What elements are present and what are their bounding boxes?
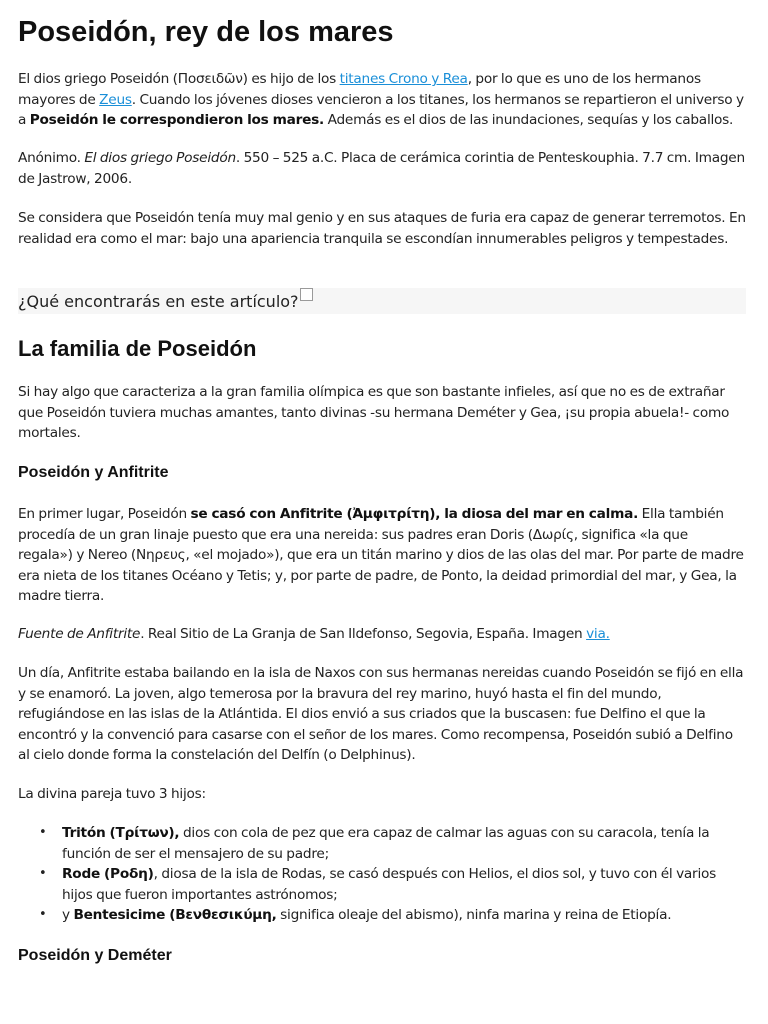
naxos-paragraph: Un día, Anfitrite estaba bailando en la isla de Naxos con sus hermanas nereidas cuando Poseidón se fijó en ella y se enamoró. La joven, algo temerosa por la bravura del rey marino, huyó hasta el fin del mundo, refugiándose en las islas de la Atlántida. El dios envió a sus criados que la buscasen: fue Delfino el que la encontró y la convenció para casarse con el señor de los mares. Como recompensa, Poseidón subió a Delfino al cielo donde forma la constelación del Delfín (o Delphinus). [18,665,744,763]
titanes-link[interactable]: titanes Crono y Rea [339,71,468,87]
child-name: Tritón (Τρίτων), [62,825,180,841]
zeus-link[interactable]: Zeus [99,91,132,108]
child-prefix: y [62,907,74,923]
caption-italic: Fuente de Anfitrite [18,626,141,642]
familia-paragraph: Si hay algo que caracteriza a la gran familia olímpica es que son bastante infieles, así que no es de extrañar que Poseidón tuviera muchas amantes, tanto divinas -su hermana Deméter y Gea, ¡su propia abuela!- como mortales. [18,384,730,441]
subsection-heading-demeter: Poseidón y Deméter [18,947,172,964]
image-caption [18,148,746,189]
anfitrite-paragraph [18,504,746,607]
page-title: Poseidón, rey de los mares [18,16,394,48]
caption-text: Anónimo. [18,150,85,166]
caption-text: . Real Sitio de La Granja de San Ildefonso, Segovia, España. Imagen [140,626,587,642]
toc-checkbox[interactable] [300,288,313,301]
intro-paragraph [18,69,746,131]
caption-italic: El dios griego Poseidón [84,150,236,166]
via-link[interactable]: via. [586,626,610,642]
intro-text: Además es el dios de las inundaciones, sequías y los caballos. [323,112,734,128]
toc-label: ¿Qué encontrarás en este artículo? [18,292,299,311]
intro-text: . Cuando los jóvenes dioses vencieron a los titanes, los hermanos se repartieron el universo y a [18,91,744,128]
children-list [18,823,746,926]
child-description: dios con cola de pez que era capaz de calmar las aguas con su caracola, tenía la función de ser el mensajero de su padre; [62,825,710,862]
hijos-intro: La divina pareja tuvo 3 hijos: [18,786,206,802]
child-description: significa oleaje del abismo), ninfa marina y reina de Etiopía. [276,907,672,923]
intro-bold-text: Poseidón le correspondieron los mares. [29,112,324,128]
anfitrite-text: Ella también procedía de un gran linaje puesto que era una nereida: sus padres eran Doris (Δωρίς, significa «la que regala») y Nereo (Νηρευς, «el mojado»), que era un titán marino y dios de las olas del mar. Por parte de madre era nieta de los titanes Océano y Tetis; y, por parte de padre, de Ponto, la deidad primordial del mar, y Gea, la madre tierra. [18,506,744,604]
list-item [18,864,746,905]
intro-text: El dios griego Poseidón (Ποσειδῶν) es hijo de los [18,71,340,87]
subsection-heading-anfitrite: Poseidón y Anfitrite [18,464,169,481]
table-of-contents-toggle[interactable] [18,288,746,314]
anfitrite-text: En primer lugar, Poseidón [18,506,191,522]
child-description: , diosa de la isla de Rodas, se casó después con Helios, el dios sol, y tuvo con él varios hijos que fueron importantes astrónomos; [62,866,716,903]
image-caption [18,624,746,645]
list-item [18,823,746,864]
section-heading-familia: La familia de Poseidón [18,336,257,361]
caption-text: . 550 – 525 a.C. Placa de cerámica corintia de Penteskouphia. 7.7 cm. Imagen de Jastrow, 2006. [18,150,745,187]
child-name: Bentesicime (Βενθεσικύμη, [73,907,277,923]
intro-text: , por lo que es uno de los hermanos mayores de [18,71,701,108]
child-name: Rode (Ροδη) [62,866,154,882]
list-item [18,905,746,926]
genio-paragraph: Se considera que Poseidón tenía muy mal genio y en sus ataques de furia era capaz de generar terremotos. En realidad era como el mar: bajo una apariencia tranquila se escondían innumerables peligros y tempestades. [18,210,746,247]
anfitrite-bold-text: se casó con Anfitrite (Ἀμφιτρίτη), la diosa del mar en calma. [190,506,639,522]
